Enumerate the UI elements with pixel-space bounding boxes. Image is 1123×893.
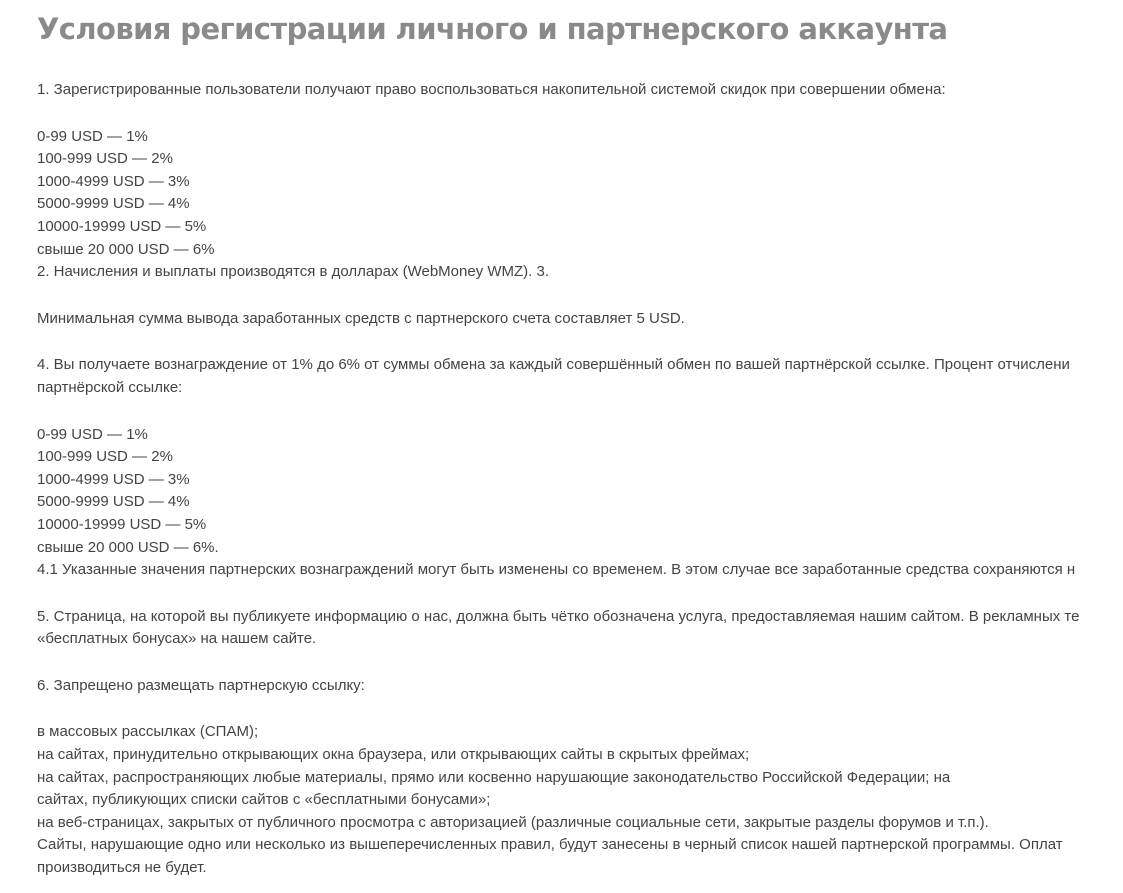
prohibited-item: в массовых рассылках (СПАМ); <box>37 723 259 741</box>
reward-tier: 10000-19999 USD — 5% <box>37 515 207 533</box>
reward-tier: 0-99 USD — 1% <box>37 425 148 443</box>
paragraph-4-line-1: 4. Вы получаете вознаграждение от 1% до 6% от суммы обмена за каждый совершённый обмен по вашей партнёрской ссылке. Процент отчислени <box>37 356 1070 374</box>
spacer <box>37 582 1123 606</box>
discount-tier: 10000-19999 USD — 5% <box>37 217 207 235</box>
spacer <box>37 400 1123 424</box>
prohibited-item: сайтах, публикующих списки сайтов с «бесплатными бонусами»; <box>37 791 491 809</box>
spacer <box>37 697 1123 721</box>
discount-tier: 0-99 USD — 1% <box>37 127 148 145</box>
terms-content <box>37 79 1123 880</box>
spacer <box>37 651 1123 675</box>
reward-tier: 100-999 USD — 2% <box>37 448 173 466</box>
closing-line-1: Сайты, нарушающие одно или несколько из вышеперечисленных правил, будут занесены в черный список нашей партнерской программы. Оплат <box>37 836 1063 854</box>
discount-tier: 5000-9999 USD — 4% <box>37 195 190 213</box>
reward-tier: 5000-9999 USD — 4% <box>37 493 190 511</box>
paragraph-4-line-2: партнёрской ссылке: <box>37 378 183 396</box>
discount-tier: 100-999 USD — 2% <box>37 150 173 168</box>
terms-page <box>37 0 1123 893</box>
spacer <box>37 330 1123 354</box>
page-title: Условия регистрации личного и партнерского аккаунта <box>37 12 948 46</box>
spacer <box>37 102 1123 126</box>
discount-tier: 1000-4999 USD — 3% <box>37 172 190 190</box>
paragraph-4-1: 4.1 Указанные значения партнерских вознаграждений могут быть изменены со временем. В этом случае все заработанные средства сохраняются н <box>37 561 1076 579</box>
discount-tier: свыше 20 000 USD — 6% <box>37 240 215 258</box>
paragraph-5-line-2: «бесплатных бонусах» на нашем сайте. <box>37 630 317 648</box>
paragraph-1-intro: 1. Зарегистрированные пользователи получают право воспользоваться накопительной системой скидок при совершении обмена: <box>37 81 946 98</box>
closing-line-2: производиться не будет. <box>37 859 207 877</box>
prohibited-item: на сайтах, распространяющих любые материалы, прямо или косвенно нарушающие законодательство Российской Федерации; на <box>37 768 951 786</box>
reward-tier: свыше 20 000 USD — 6%. <box>37 538 219 556</box>
paragraph-6-intro: 6. Запрещено размещать партнерскую ссылку: <box>37 676 365 694</box>
reward-tier: 1000-4999 USD — 3% <box>37 470 190 488</box>
paragraph-3: Минимальная сумма вывода заработанных средств с партнерского счета составляет 5 USD. <box>37 309 685 327</box>
prohibited-item: на сайтах, принудительно открывающих окна браузера, или открывающих сайты в скрытых фреймах; <box>37 746 750 764</box>
prohibited-item: на веб-страницах, закрытых от публичного просмотра с авторизацией (различные социальные сети, закрытые разделы форумов и т.п.). <box>37 813 989 831</box>
spacer <box>37 284 1123 308</box>
paragraph-2: 2. Начисления и выплаты производятся в долларах (WebMoney WMZ). 3. <box>37 263 550 281</box>
paragraph-5-line-1: 5. Страница, на которой вы публикуете информацию о нас, должна быть чётко обозначена услуга, предоставляемая нашим сайтом. В рекламных те <box>37 607 1080 625</box>
